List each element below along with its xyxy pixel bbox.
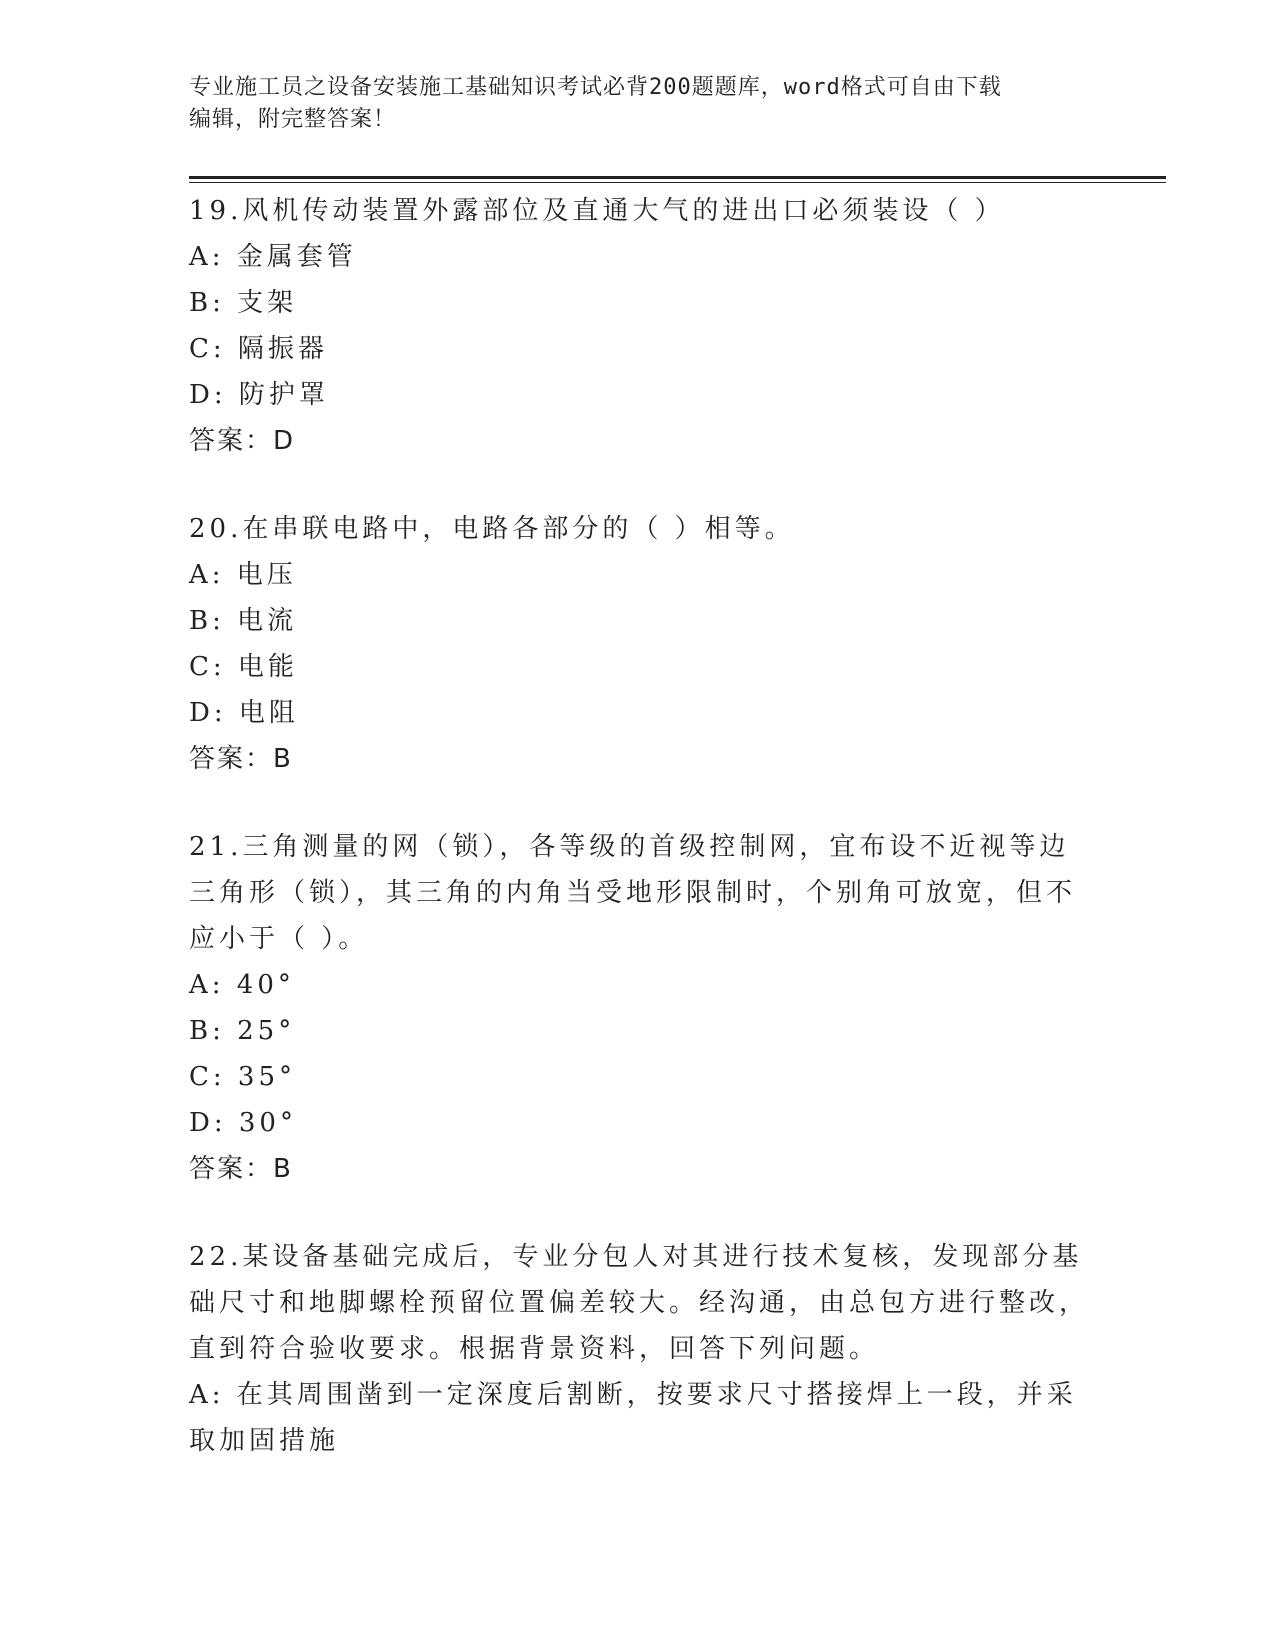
option-b: B: 25°: [189, 1016, 296, 1046]
question-text: 21.三角测量的网（锁），各等级的首级控制网，宜布设不近视等边三角形（锁），其三角的内角当受地形限制时，个别角可放宽，但不应小于（ ）。: [189, 832, 1077, 954]
document-header: [189, 72, 1089, 136]
header-line-2: 编辑，附完整答案！: [189, 107, 397, 132]
answer-line: 答案：B: [189, 744, 293, 774]
option-a: A: 电压: [189, 560, 297, 590]
option-b: B: 支架: [189, 288, 298, 318]
option-d: D: 电阻: [189, 698, 299, 728]
option-c: C: 电能: [189, 652, 298, 682]
answer-line: 答案：B: [189, 1154, 293, 1184]
option-a: A: 金属套管: [189, 242, 357, 272]
header-divider-thick: [189, 176, 1166, 179]
question-text: 19.风机传动装置外露部位及直通大气的进出口必须装设（ ）: [189, 196, 1005, 226]
question-20: [189, 506, 1089, 782]
option-b: B: 电流: [189, 606, 298, 636]
question-22: [189, 1234, 1089, 1464]
header-line-1: 专业施工员之设备安装施工基础知识考试必背200题题库，word格式可自由下载: [189, 75, 1002, 100]
answer-line: 答案：D: [189, 426, 296, 456]
question-text: 22.某设备基础完成后，专业分包人对其进行技术复核，发现部分基础尺寸和地脚螺栓预留位置偏差较大。经沟通，由总包方进行整改，直到符合验收要求。根据背景资料，回答下列问题。: [189, 1242, 1090, 1364]
question-21: [189, 824, 1089, 1192]
question-text: 20.在串联电路中，电路各部分的（ ）相等。: [189, 514, 795, 544]
header-divider-thin: [189, 182, 1166, 183]
option-d: D: 30°: [189, 1108, 297, 1138]
option-d: D: 防护罩: [189, 380, 329, 410]
option-a: A: 40°: [189, 970, 295, 1000]
option-c: C: 35°: [189, 1062, 297, 1092]
option-a: A: 在其周围凿到一定深度后割断，按要求尺寸搭接焊上一段，并采取加固措施: [189, 1380, 1077, 1456]
question-list: [189, 188, 1089, 1506]
option-c: C: 隔振器: [189, 334, 328, 364]
question-19: [189, 188, 1089, 464]
